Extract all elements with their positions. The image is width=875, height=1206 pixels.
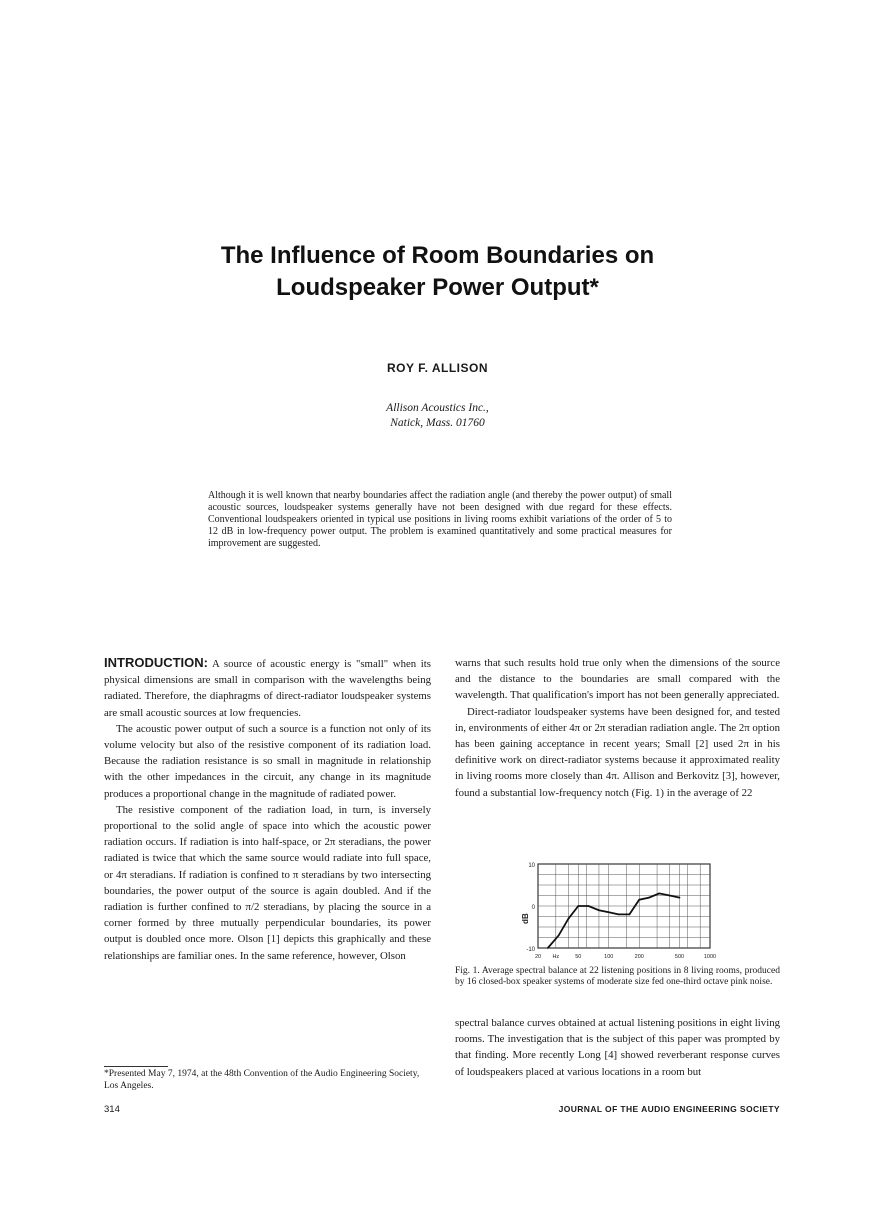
data-point xyxy=(679,897,681,899)
x-tick-label: 200 xyxy=(634,954,644,960)
footnote-rule xyxy=(104,1066,168,1067)
affiliation xyxy=(0,401,875,431)
data-point xyxy=(648,897,650,899)
figure-1-chart xyxy=(520,858,720,966)
data-point xyxy=(629,914,631,916)
intro-paragraph-1 xyxy=(104,655,431,721)
data-point xyxy=(618,914,620,916)
right-paragraph-3: spectral balance curves obtained at actual listening positions in eight living rooms. The investigation that is the subject of this paper was prompted by that finding. More recently Long [4] showed reverberant response curves of loudspeakers placed at various locations in a room but xyxy=(455,1017,780,1078)
x-tick-label: 500 xyxy=(674,954,685,960)
intro-paragraph-3: The resistive component of the radiation load, in turn, is inversely proportional to the solid angle of space into which the acoustic power radiation occurs. If radiation is into half-space, or 2π steradians, the power radiated is twice that which the same source would radiate into full space, or 4π steradians. If radiation is confined to π steradians by two intersecting boundaries, the power output of the source is again doubled. And if the radiation is further confined to π/2 steradians, by placing the source in a corner formed by three mutually perpendicular boundaries, its power output is doubled once more. Olson [1] depicts this graphically and these relationships are familiar ones. In the same reference, however, Olson xyxy=(104,803,431,962)
author-name: ROY F. ALLISON xyxy=(386,361,488,375)
intro-heading: INTRODUCTION: xyxy=(104,655,208,670)
data-point xyxy=(598,909,600,911)
x-tick-label: 50 xyxy=(575,954,582,960)
data-point xyxy=(547,947,549,949)
x-tick-label: 100 xyxy=(604,954,614,960)
journal-name: JOURNAL OF THE AUDIO ENGINEERING SOCIETY xyxy=(558,1104,780,1114)
data-point xyxy=(658,893,660,895)
affiliation-line-2: Natick, Mass. 01760 xyxy=(390,417,485,429)
intro-paragraph-2: The acoustic power output of such a source is a function not only of its volume velocity but also of the resistive component of its radiation load. Because the radiation resistance is so small in magnitude in relationship with the other impedances in the circuit, any change in its magnitude produces a proportional change in the magnitude of radiated power. xyxy=(104,722,431,800)
figure-caption: Fig. 1. Average spectral balance at 22 listening positions in 8 living rooms, produced by 16 closed-box speaker systems of moderate size fed one-third octave pink noise. xyxy=(455,966,780,987)
data-point xyxy=(577,905,579,907)
y-tick-label: 10 xyxy=(528,863,535,869)
series-line xyxy=(548,893,680,948)
abstract: Although it is well known that nearby boundaries affect the radiation angle (and thereby the power output) of small acoustic sources, loudspeaker systems generally have not been designed with due regard for these effects. Conventional loudspeakers oriented in typical use positions in living rooms exhibit variations of the order of 5 to 12 dB in low-frequency power output. The problem is examined quantitatively and some practical measures for improvement are suggested. xyxy=(208,490,672,549)
affiliation-line-1: Allison Acoustics Inc., xyxy=(386,402,489,414)
data-point xyxy=(568,918,570,920)
y-axis-label: dB xyxy=(521,913,530,924)
footnote: *Presented May 7, 1974, at the 48th Convention of the Audio Engineering Society, Los Angeles. xyxy=(104,1069,420,1091)
left-column xyxy=(104,655,431,964)
paper-title xyxy=(0,240,875,304)
intro-paragraph-1-text: A source of acoustic energy is "small" when its physical dimensions are small in comparison with the wavelengths being radiated. Therefore, the diaphragms of direct-radiator loudspeaker systems are small acoustic sources at low frequencies. xyxy=(104,658,431,719)
x-tick-label: Hz xyxy=(552,954,560,960)
x-tick-label: 20 xyxy=(534,954,542,960)
data-point xyxy=(558,935,560,937)
data-point xyxy=(588,905,590,907)
x-tick-label: 1000 xyxy=(703,954,717,960)
right-paragraph-2: Direct-radiator loudspeaker systems have been designed for, and tested in, environments of either 4π or 2π steradian radiation angle. The 2π option has been gaining acceptance in recent years; Small [2] used 2π in his definitive work on direct-radiator systems because it approximated reality in living rooms more closely than 4π. Allison and Berkovitz [3], however, found a substantial low-frequency notch (Fig. 1) in the average of 22 xyxy=(455,705,780,799)
data-point xyxy=(669,895,671,897)
right-paragraph-1: warns that such results hold true only when the dimensions of the source and the distance to the boundaries are small compared with the wavelength. That qualification's import has not been generally appreciated. xyxy=(455,657,780,702)
right-column-top xyxy=(455,655,780,801)
y-tick-label: -10 xyxy=(526,947,535,953)
right-column-bottom xyxy=(455,1015,780,1080)
title-line-1: The Influence of Room Boundaries on xyxy=(220,242,655,269)
y-tick-label: 0 xyxy=(531,905,535,911)
data-point xyxy=(638,899,640,901)
data-point xyxy=(608,912,610,914)
page-number: 314 xyxy=(104,1104,120,1115)
title-line-2: Loudspeaker Power Output* xyxy=(276,274,599,301)
